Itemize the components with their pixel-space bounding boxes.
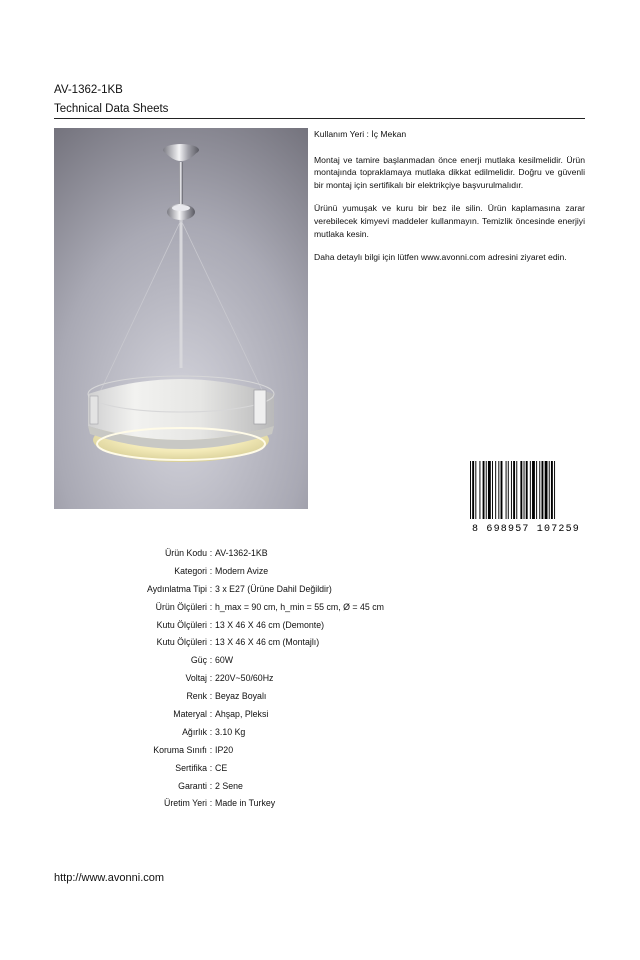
spec-label: Kategori — [174, 565, 207, 576]
spec-label: Üretim Yeri — [163, 798, 207, 809]
spec-value: CE — [215, 762, 228, 773]
header-divider — [54, 118, 585, 119]
spec-label: Renk — [186, 691, 207, 702]
spec-value: 3.10 Kg — [215, 726, 246, 737]
spec-label: Ağırlık — [182, 726, 207, 737]
spec-value: Made in Turkey — [215, 798, 276, 809]
spec-label: Aydınlatma Tipi — [147, 583, 207, 594]
spec-label: Ürün Kodu — [164, 547, 207, 558]
product-photo — [54, 128, 308, 509]
spec-label: Kutu Ölçüleri — [156, 619, 207, 630]
document-subtitle: Technical Data Sheets — [54, 103, 169, 115]
spec-row — [54, 616, 554, 634]
spec-row — [54, 777, 554, 795]
spec-row — [54, 759, 554, 777]
spec-value: Beyaz Boyalı — [215, 691, 267, 702]
spec-separator: : — [209, 762, 213, 773]
spec-label: Kutu Ölçüleri — [156, 637, 207, 648]
spec-row — [54, 705, 554, 723]
spec-row — [54, 598, 554, 616]
cleaning-instructions: Ürünü yumuşak ve kuru bir bez ile silin. Ürün kaplamasına zarar verebilecek kimyevi maddeler kullanmayın. Temizlik öncesinde enerjiyi mutlaka kesin. — [314, 203, 585, 239]
spec-separator: : — [209, 726, 213, 737]
spec-value: 13 X 46 X 46 cm (Demonte) — [215, 619, 325, 630]
spec-value: h_max = 90 cm, h_min = 55 cm, Ø = 45 cm — [215, 601, 384, 612]
spec-row — [54, 580, 554, 598]
spec-row — [54, 651, 554, 669]
spec-value: AV-1362-1KB — [215, 547, 268, 558]
spec-value: 2 Sene — [215, 780, 243, 791]
spec-separator: : — [209, 780, 213, 791]
usage-location: Kullanım Yeri : İç Mekan — [314, 129, 407, 139]
spec-separator: : — [209, 547, 213, 558]
spec-value: 3 x E27 (Ürüne Dahil Değildir) — [215, 583, 332, 594]
spec-value: 220V~50/60Hz — [215, 673, 274, 684]
website-note: Daha detaylı bilgi için lütfen www.avonni.com adresini ziyaret edin. — [314, 252, 567, 263]
spec-row — [54, 741, 554, 759]
spec-row — [54, 633, 554, 651]
product-code-title: AV-1362-1KB — [54, 84, 123, 96]
spec-row — [54, 562, 554, 580]
spec-label: Garanti — [178, 780, 207, 791]
info-text-block — [314, 128, 585, 275]
spec-row — [54, 723, 554, 741]
spec-separator: : — [209, 619, 213, 630]
spec-table — [54, 544, 554, 812]
spec-row — [54, 544, 554, 562]
spec-value: Modern Avize — [215, 565, 269, 576]
barcode-digits: 8 698957 107259 — [471, 524, 581, 533]
product-barcode — [468, 461, 584, 533]
spec-label: Koruma Sınıfı — [153, 744, 207, 755]
spec-label: Ürün Ölçüleri — [155, 601, 207, 612]
safety-instructions: Montaj ve tamire başlanmadan önce enerji mutlaka kesilmelidir. Ürün montajında topraklamaya mutlaka dikkat edilmelidir. Doğru ve güvenli bir montaj için sertifikalı bir elektrikçiye başvurulmalıdır. — [314, 154, 585, 190]
spec-separator: : — [209, 655, 213, 666]
footer-url[interactable]: http://www.avonni.com — [54, 872, 165, 884]
spec-value: 13 X 46 X 46 cm (Montajlı) — [215, 637, 320, 648]
spec-separator: : — [209, 744, 213, 755]
spec-separator: : — [209, 798, 213, 809]
spec-separator: : — [209, 673, 213, 684]
spec-row — [54, 687, 554, 705]
spec-separator: : — [209, 565, 213, 576]
spec-label: Güç — [190, 655, 207, 666]
spec-label: Sertifika — [175, 762, 207, 773]
spec-value: IP20 — [215, 744, 234, 755]
spec-value: 60W — [215, 655, 234, 666]
spec-separator: : — [209, 637, 213, 648]
spec-label: Materyal — [173, 708, 207, 719]
spec-value: Ahşap, Pleksi — [215, 708, 269, 719]
spec-separator: : — [209, 583, 213, 594]
spec-separator: : — [209, 601, 213, 612]
spec-row — [54, 794, 554, 812]
spec-label: Voltaj — [185, 673, 207, 684]
spec-separator: : — [209, 691, 213, 702]
spec-separator: : — [209, 708, 213, 719]
spec-row — [54, 669, 554, 687]
